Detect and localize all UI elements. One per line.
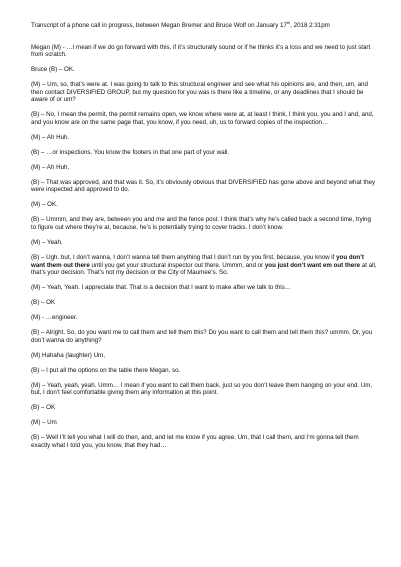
- paragraph-20: (B) – OK: [31, 404, 56, 412]
- paragraph-17: (M) Hahaha (laughter) Um,: [31, 351, 105, 359]
- paragraph-11: (M) – Yeah.: [31, 239, 63, 246]
- paragraph-12-text-b: until you get your structural inspector out there. Ummm, and or: [89, 261, 265, 269]
- title-text-end: , 2018 2:31pm: [290, 22, 330, 29]
- paragraph-12: [31, 254, 377, 277]
- paragraph-10: (B) – Ummm, and they are, between you and me and the fence post. I think that’s why he’s called back a second time, trying to figure out where they’re at, because, he’s is potentially trying to cover tracks. I don’t know.: [31, 216, 371, 232]
- paragraph-3: (M) – Um, so, that’s were at. I was going to talk to this structural engineer and see what his opinions are, and then, um, and then contact DIVERSIFIED GROUP, but my question for you was is there like a timeline, or any deadlines that I should be aware of or um?: [31, 81, 368, 104]
- paragraph-14: (B) – OK: [31, 299, 56, 307]
- paragraph-18: (B) – I put all the options on the table there Megan, so.: [31, 366, 181, 374]
- paragraph-15: (M) - …engineer.: [31, 314, 78, 322]
- paragraph-16: (B) – Alright. So, do you want me to call them and tell them this? Do you want to call them and tell them this? ummm. Or, you don’t wanna do anything?: [31, 329, 373, 344]
- paragraph-22: (B) – Well I’ll tell you what I will do then, and, and let me know if you agree. Um, that I call them, and I’m gonna tell them exactly what I told you, you know, that they had…: [31, 434, 359, 449]
- paragraph-7: (M) – Ah Huh.: [31, 163, 70, 171]
- paragraph-8: (B) – That was approved, and that was it. So, it’s obviously obvious that DIVERSIFIED has gone above and beyond what they were inspected and approved to do.: [31, 178, 376, 194]
- paragraph-4: (B) – No, I mean the permit, the permit remains open, we know where were at, at least I think, I think you, you and I and, and, and you know are on the same page that, you know, if you need, uh, us to forward copies of the inspection…: [31, 111, 374, 126]
- paragraph-5: (M) – Ah Huh.: [31, 133, 70, 141]
- title-text: Transcript of a phone call in progress, between Megan Bremer and Bruce Wolf on January 17: [31, 22, 287, 29]
- paragraph-13: (M) – Yeah, Yeah. I appreciate that. That is a decision that I want to make after we talk to this…: [31, 284, 291, 292]
- paragraph-12-text-a: (B) – Ugh. but, I don’t wanna, I don’t wanna tell them anything that I don’t run by you first, because, you know if: [31, 253, 337, 261]
- paragraph-19: (M) – Yeah, yeah, yeah. Umm… I mean if you want to call them back, just so you don’t leave them hanging on your end. Um, but, I don’t feel comfortable giving them any information at this point.: [31, 381, 373, 397]
- paragraph-2: Bruce (B) – OK.: [31, 66, 75, 74]
- paragraph-12-bold-b: you just don’t want em out there: [264, 261, 361, 269]
- paragraph-21: (M) – Um: [31, 419, 57, 427]
- transcript-title: [31, 19, 377, 30]
- paragraph-12-text-c: at all, that’s your decision. That’s not my decision or the City of Maumee’s. So.: [31, 261, 377, 277]
- paragraph-9: (M) – OK.: [31, 201, 58, 209]
- paragraph-6: (B) – …or inspections. You know the footers in that one part of your wall.: [31, 148, 230, 156]
- paragraph-12-bold-a: you don’t want them out there: [31, 253, 364, 269]
- paragraph-1: Megan (M) - …I mean if we do go forward with this, if it’s structurally sound or if he thinks it’s a loss and we need to just start from scratch.: [31, 43, 371, 59]
- title-superscript: th: [286, 19, 291, 25]
